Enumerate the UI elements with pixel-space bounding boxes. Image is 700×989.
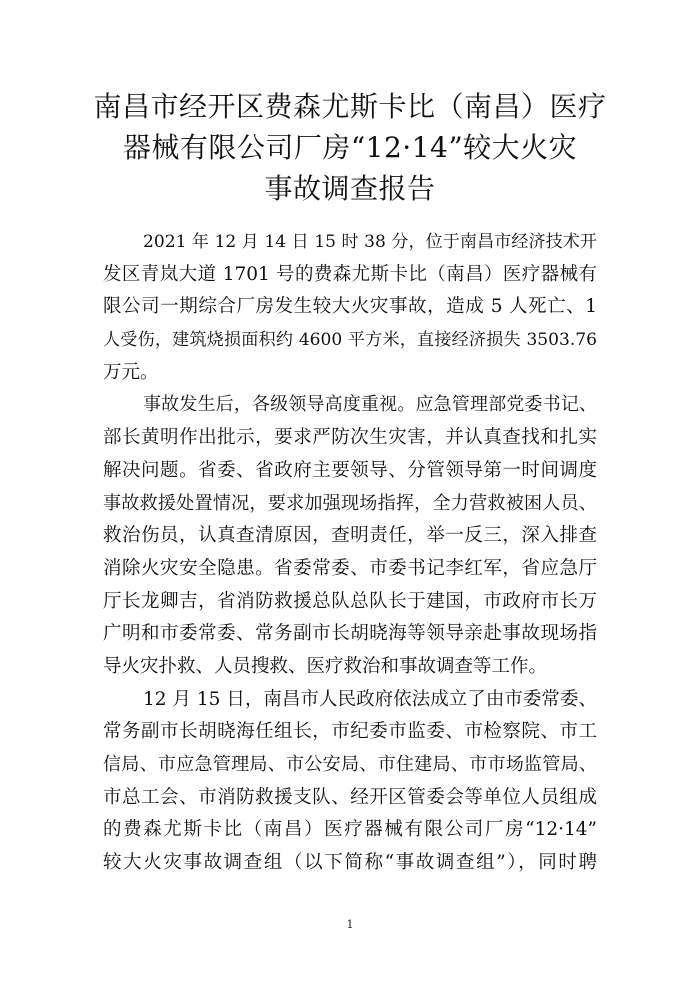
paragraph-line: 人受伤，建筑烧损面积约 4600 平方米，直接经济损失 3503.76 — [103, 330, 597, 351]
paragraph-line: 信局、市应急管理局、市公安局、市住建局、市市场监管局、 — [103, 754, 597, 775]
paragraph-line: 事故救援处置情况，要求加强现场指挥，全力营救被困人员、 — [103, 492, 597, 514]
document-title — [60, 86, 640, 209]
paragraph-line: 市总工会、市消防救援支队、经开区管委会等单位人员组成 — [103, 786, 597, 808]
title-line-2: 器械有限公司厂房“12·14”较大火灾 — [122, 131, 578, 164]
paragraph-line: 发区青岚大道 1701 号的费森尤斯卡比（南昌）医疗器械有 — [103, 263, 597, 285]
paragraph-line: 较大火灾事故调查组（以下简称“事故调查组”），同时聘 — [103, 852, 597, 874]
page-number: 1 — [346, 918, 354, 931]
title-line-1: 南昌市经开区费森尤斯卡比（南昌）医疗 — [93, 90, 607, 123]
paragraph-line: 消除火灾安全隐患。省委常委、市委书记李红军，省应急厅 — [103, 557, 597, 579]
paragraph-line: 救治伤员，认真查清原因，查明责任，举一反三，深入排查 — [103, 525, 597, 547]
paragraph-line: 2021 年 12 月 14 日 15 时 38 分，位于南昌市经济技术开 — [143, 232, 597, 252]
paragraph-line: 限公司一期综合厂房发生较大火灾事故，造成 5 人死亡、1 — [103, 296, 597, 318]
paragraph-line: 事故发生后，各级领导高度重视。应急管理部党委书记、 — [143, 394, 597, 416]
title-line-3: 事故调查报告 — [264, 172, 436, 205]
paragraph-line: 12 月 15 日，南昌市人民政府依法成立了由市委常委、 — [143, 688, 597, 710]
paragraph-line: 的费森尤斯卡比（南昌）医疗器械有限公司厂房“12·14” — [103, 819, 597, 841]
paragraph-3 — [103, 684, 597, 880]
paragraph-2 — [103, 389, 597, 683]
paragraph-line: 常务副市长胡晓海任组长，市纪委市监委、市检察院、市工 — [103, 721, 597, 743]
paragraph-1 — [103, 226, 597, 389]
paragraph-line: 导火灾扑救、人员搜救、医疗救治和事故调查等工作。 — [103, 655, 548, 677]
paragraph-line: 广明和市委常委、常务副市长胡晓海等领导亲赴事故现场指 — [103, 623, 597, 645]
paragraph-line: 万元。 — [103, 361, 159, 383]
paragraph-line: 部长黄明作出批示，要求严防次生灾害，并认真查找和扎实 — [103, 427, 597, 449]
document-body — [103, 226, 597, 880]
paragraph-line: 厅长龙卿吉，省消防救援总队总队长于建国，市政府市长万 — [103, 590, 597, 612]
paragraph-line: 解决问题。省委、省政府主要领导、分管领导第一时间调度 — [103, 459, 597, 481]
